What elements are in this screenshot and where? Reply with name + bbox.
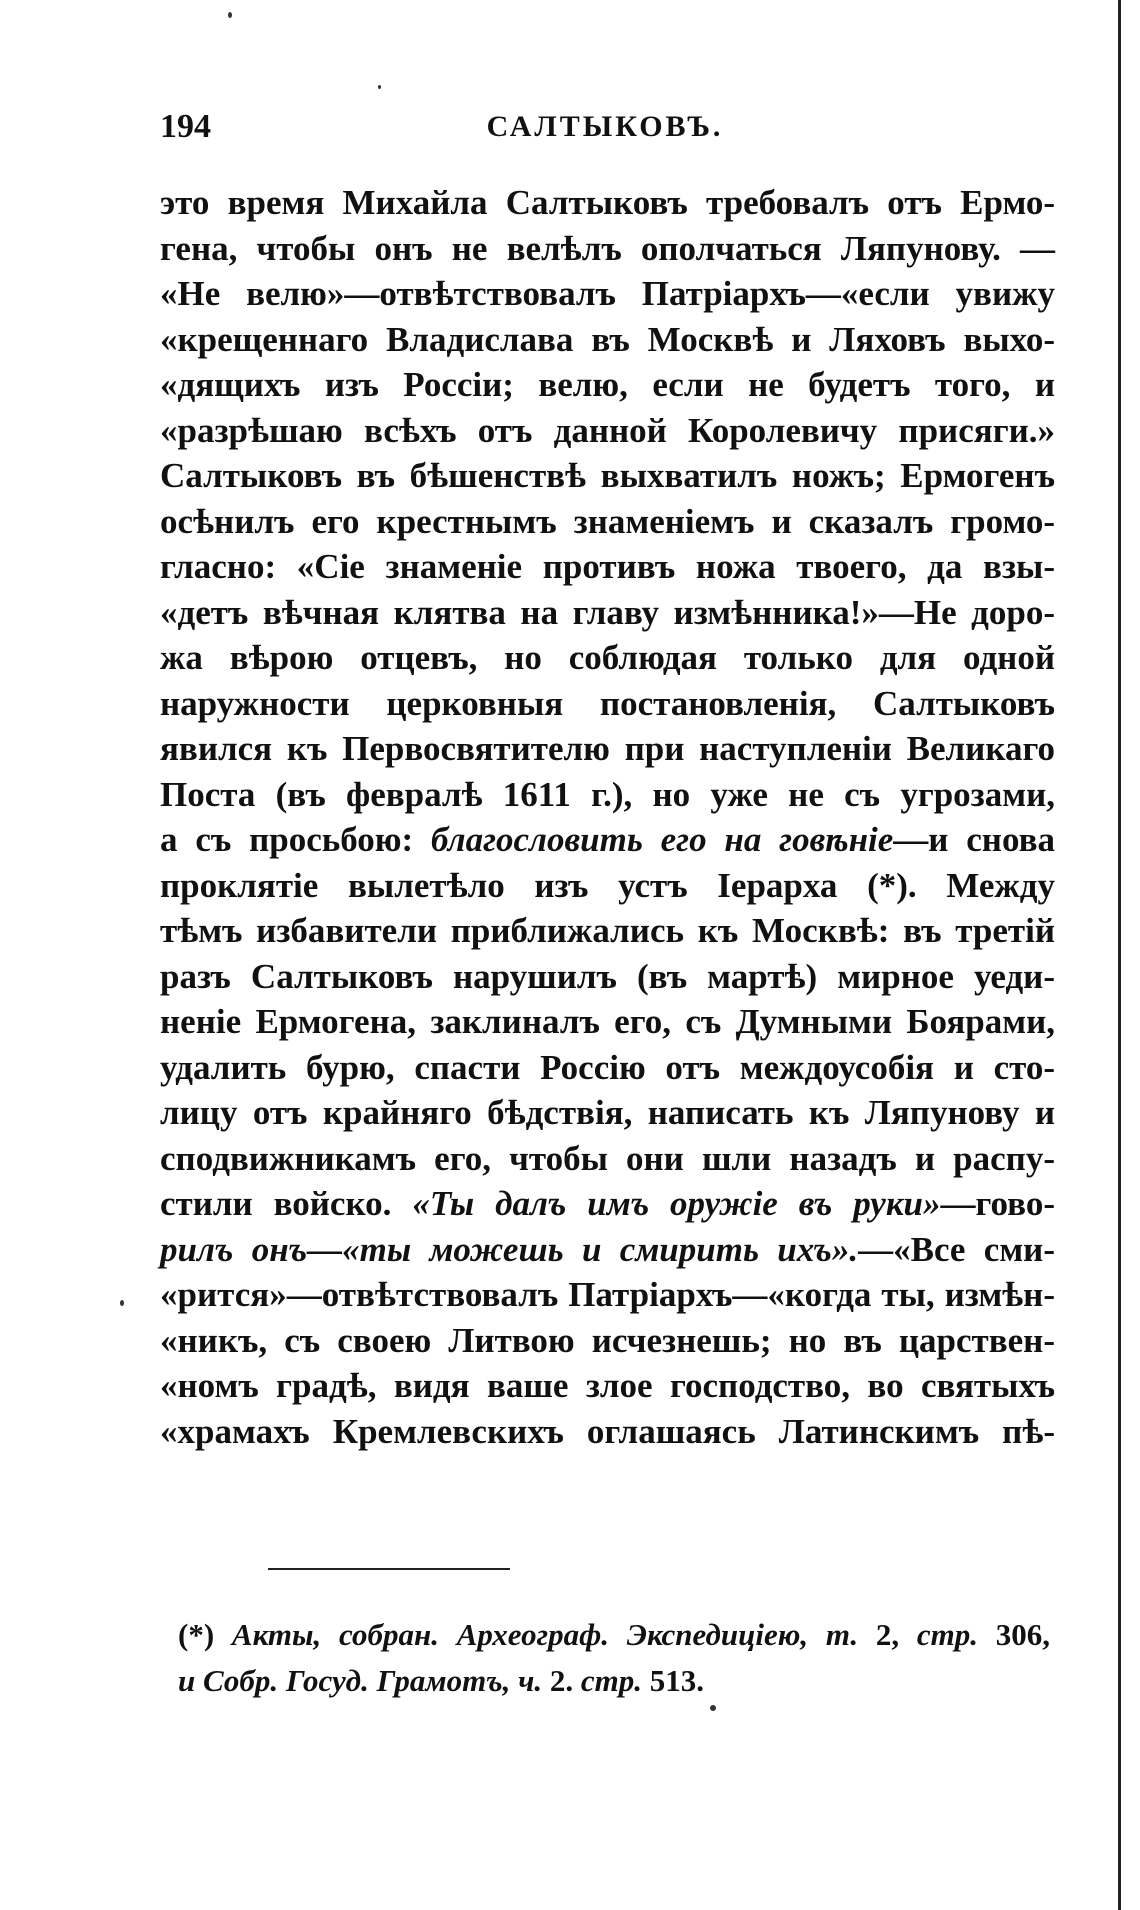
text-segment: неніе Ермогена, заклиналъ его, съ Думными Боярами,	[160, 1002, 1055, 1041]
text-segment: (*)	[178, 1617, 232, 1652]
scan-speck	[228, 12, 232, 18]
text-segment: «детъ вѣчная клятва на главу измѣнника!»—Не доро-	[160, 592, 1055, 632]
text-segment: и Собр. Госуд. Грамотъ, ч.	[178, 1663, 543, 1698]
text-segment: проклятіе вылетѣло изъ устъ Іерарха (*). Между	[160, 865, 1055, 905]
body-line	[160, 1181, 1055, 1227]
text-segment: сподвижникамъ его, чтобы они шли назадъ и распу-	[160, 1138, 1055, 1178]
body-line	[160, 453, 1055, 499]
text-segment: Поста (въ февралѣ 1611 г.), но уже не съ угрозами,	[160, 774, 1055, 814]
text-segment: стр.	[580, 1663, 643, 1698]
text-segment: «дящихъ изъ Россіи; велю, если не будетъ того, и	[160, 365, 1055, 404]
body-line	[160, 362, 1055, 408]
footnote-line	[178, 1612, 1050, 1658]
body-line	[160, 954, 1055, 1000]
body-line	[160, 772, 1055, 818]
page-edge-line	[1118, 0, 1121, 1910]
footnote-separator-rule	[268, 1568, 510, 1570]
body-line	[160, 635, 1055, 681]
text-segment: наружности церковныя постановленія, Салтыковъ	[160, 683, 1055, 723]
scan-speck	[120, 1300, 124, 1306]
footnote	[178, 1612, 1050, 1704]
body-line	[160, 317, 1055, 363]
body-line	[160, 180, 1055, 226]
footnote-line	[178, 1658, 1050, 1704]
body-line	[160, 999, 1055, 1045]
text-segment: гласно: «Сіе знаменіе противъ ножа твоего, да взы-	[160, 547, 1055, 586]
body-line	[160, 1363, 1055, 1409]
text-segment: Салтыковъ въ бѣшенствѣ выхватилъ ножъ; Ермогенъ	[160, 456, 1055, 495]
body-line	[160, 271, 1055, 317]
text-segment: жа вѣрою отцевъ, но соблюдая только для одной	[160, 638, 1055, 677]
text-segment: «никъ, съ своею Литвою исчезнешь; но въ царствен-	[160, 1320, 1055, 1360]
body-line	[160, 408, 1055, 454]
body-line	[160, 681, 1055, 727]
body-line	[160, 726, 1055, 772]
body-line	[160, 590, 1055, 636]
text-segment: а съ просьбою:	[160, 820, 432, 859]
text-segment: 2.	[542, 1663, 581, 1698]
body-text	[160, 180, 1055, 1454]
text-segment: явился къ Первосвятителю при наступленіи Великаго	[160, 729, 1055, 768]
text-segment: «рится»—отвѣтствовалъ Патріархъ—«когда ты, измѣн-	[160, 1275, 1055, 1314]
text-segment: «номъ градѣ, видя ваше злое господство, во святыхъ	[160, 1366, 1055, 1405]
text-segment: 513.	[642, 1663, 705, 1698]
body-line	[160, 817, 1055, 863]
body-line	[160, 499, 1055, 545]
scan-speck	[710, 1705, 716, 1711]
body-line	[160, 1272, 1055, 1318]
text-segment: —«Все сми-	[858, 1229, 1055, 1269]
running-title: САЛТЫКОВЪ.	[486, 110, 724, 143]
body-line	[160, 544, 1055, 590]
text-segment: стр.	[916, 1617, 978, 1652]
body-line	[160, 1045, 1055, 1091]
text-segment: «Не велю»—отвѣтствовалъ Патріархъ—«если увижу	[160, 274, 1055, 313]
page-number: 194	[160, 108, 211, 145]
text-segment: тѣмъ избавители приближались къ Москвѣ: въ третій	[160, 911, 1055, 950]
text-segment: Акты, собран. Археограф. Экспедиціею, т.	[231, 1617, 859, 1652]
text-segment: 306,	[978, 1617, 1051, 1652]
scan-speck	[378, 85, 381, 89]
body-line	[160, 1136, 1055, 1182]
text-segment: «Ты далъ имъ оружіе въ руки»	[412, 1184, 941, 1223]
text-segment: «крещеннаго Владислава въ Москвѣ и Ляховъ выхо-	[160, 319, 1055, 359]
text-segment: 2,	[858, 1617, 917, 1652]
text-segment: —гово-	[940, 1184, 1055, 1223]
body-line	[160, 863, 1055, 909]
body-line	[160, 226, 1055, 272]
text-segment: —и снова	[893, 820, 1055, 859]
body-line	[160, 908, 1055, 954]
text-segment: осѣнилъ его крестнымъ знаменіемъ и сказалъ громо-	[160, 501, 1055, 541]
body-line	[160, 1318, 1055, 1364]
text-segment: разъ Салтыковъ нарушилъ (въ мартѣ) мирное уеди-	[160, 956, 1055, 996]
text-segment: лицу отъ крайняго бѣдствія, написать къ Ляпунову и	[160, 1093, 1055, 1132]
page-header	[160, 108, 1050, 158]
text-segment: «храмахъ Кремлевскихъ оглашаясь Латинскимъ пѣ-	[160, 1411, 1055, 1451]
text-segment: благословить его на говѣніе	[431, 820, 894, 859]
text-segment: удалить бурю, спасти Россію отъ междоусобія и сто-	[160, 1047, 1055, 1087]
body-line	[160, 1409, 1055, 1455]
text-segment: стили войско.	[160, 1184, 413, 1223]
text-segment: гена, чтобы онъ не велѣлъ ополчаться Ляпунову. —	[160, 228, 1055, 268]
text-segment: «разрѣшаю всѣхъ отъ данной Королевичу присяги.»	[160, 410, 1055, 450]
text-segment: рилъ онъ—«ты можешь и смирить ихъ».	[160, 1229, 859, 1269]
body-line	[160, 1227, 1055, 1273]
body-line	[160, 1090, 1055, 1136]
text-segment: это время Михайла Салтыковъ требовалъ отъ Ермо-	[160, 183, 1055, 222]
